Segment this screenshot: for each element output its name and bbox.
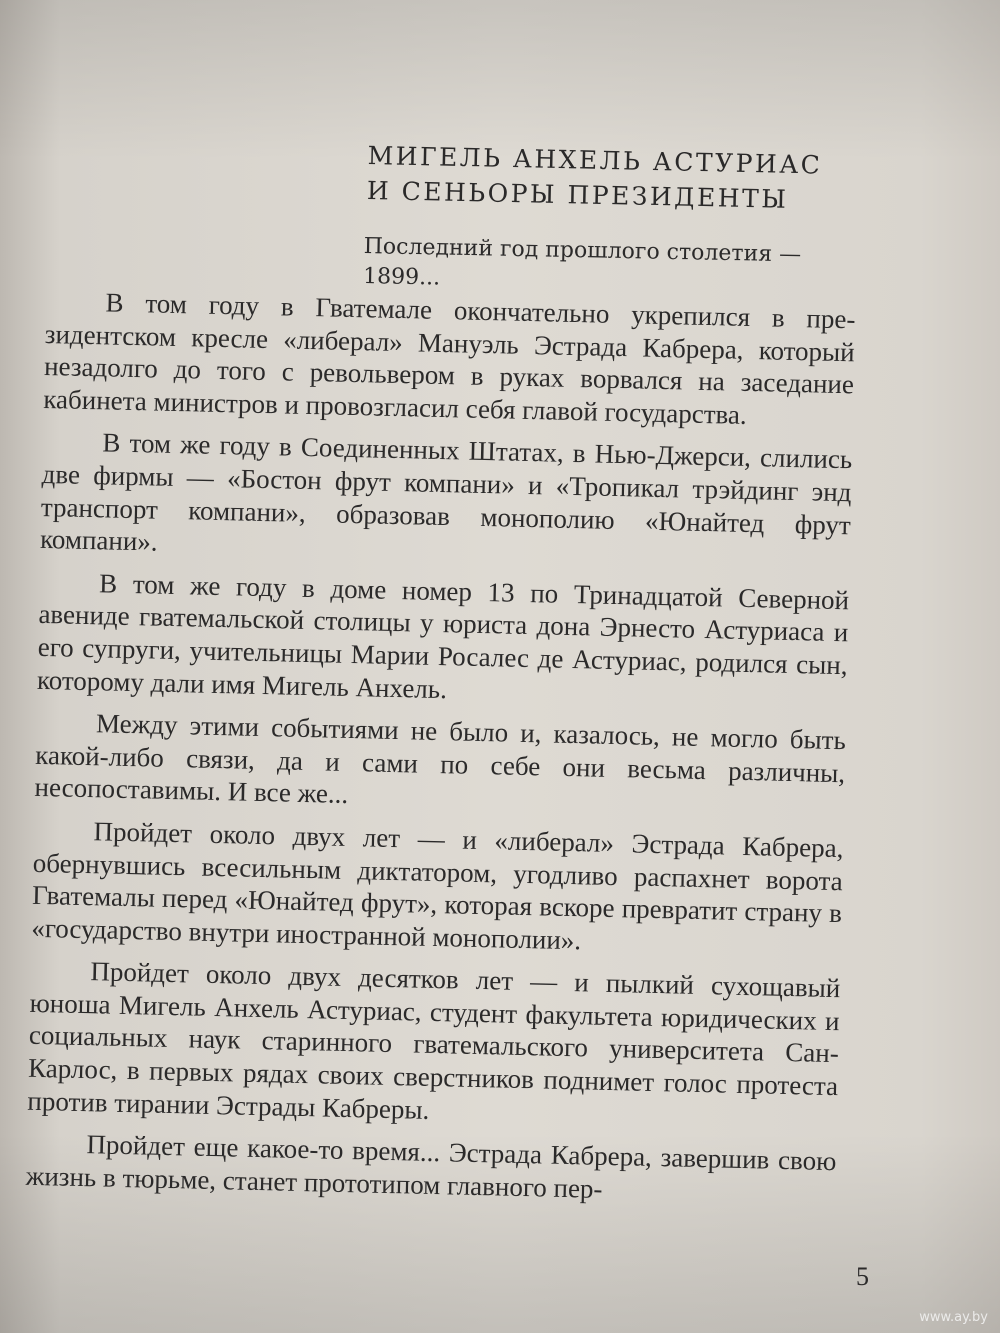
page-number: 5 <box>856 1262 869 1291</box>
paragraph: Пройдет около двух лет — и «либерал» Эстрада Кабрера, обернувшись всесильным диктатором, угодливо распахнет ворота Гватемалы перед «Юнайтед фрут», которая вскоре превратит страну в «государство внутри иностранной монополии». <box>31 816 844 955</box>
chapter-heading-line-2: И СЕНЬОРЫ ПРЕЗИДЕНТЫ <box>366 175 789 214</box>
paragraph: Пройдет еще какое-то время... Эстрада Кабрера, завершив свою жизнь в тюрьме, станет прототипом главного пер- <box>25 1129 837 1204</box>
paragraph: В том же году в доме номер 13 по Тринадцатой Северной авениде гватемальской столицы у юриста дона Эрнесто Астуриаса и его супруги, учительницы Марии Росалес де Астуриас, родился сын, которому дали имя Мигель Анхель. <box>36 568 850 704</box>
paragraph: Между этими событиями не было и, казалось, не могло быть какой-либо связи, да и сами по себе они весьма различны, несопоставимы. И все же... <box>34 708 847 810</box>
body-text <box>25 285 856 1221</box>
paragraph: Пройдет около двух десятков лет — и пылкий сухощавый юноша Мигель Анхель Астуриас, студент факультета юридических и социальных наук старинного гватемальского университета Сан-Карлос, в первых рядах своих сверстников поднимет голос протеста против тирании Эстрады Кабреры. <box>27 956 841 1125</box>
chapter-heading-line-1: МИГЕЛЬ АНХЕЛЬ АСТУРИАС <box>367 140 823 180</box>
epigraph-line-1: Последний год прошлого столетия — <box>363 233 802 268</box>
epigraph-line-2: 1899... <box>362 263 441 291</box>
paragraph: В том же году в Соединенных Штатах, в Нью-Джерси, слились две фирмы — «Бостон фрут компани» и «Тропикал трэйдинг энд транспорт компани», образовав монополию «Юнайтед фрут компани». <box>39 427 853 557</box>
chapter-heading <box>366 138 823 217</box>
epigraph <box>363 232 844 301</box>
paragraph: В том году в Гватемале окончательно укрепился в президентском кресле «либерал» Мануэль Эстрада Кабрера, который незадолго до того с револьвером в руках ворвался на заседание кабинета министров и провозгласил себя главой государства. <box>43 287 856 430</box>
watermark: www.ay.by <box>919 1310 988 1325</box>
